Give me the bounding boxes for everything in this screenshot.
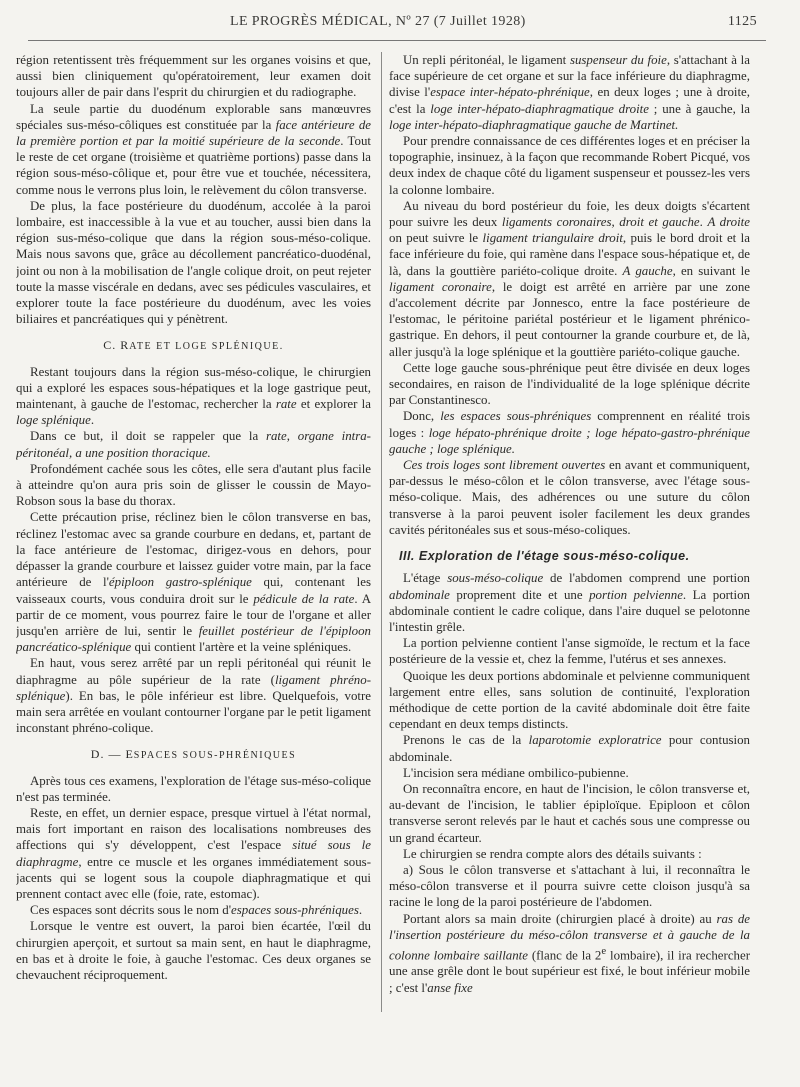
paragraph: De plus, la face postérieure du duodénum, accolée à la paroi lombaire, est inaccessible à la vue et au toucher, aussi bien dans la région sus-méso-colique que dans la région sous-méso-colique. Mais nous savons que, grâce au décollement pancréatico-duodénal, joint ou non à la mobilisation de l'angle colique droit, on peut rejeter toute la masse viscérale en dedans, avec ses pédicules vasculaires, et explorer toute la face postérieure du duodénum, avec les voies biliaires et pancréatiques qui y pénètrent.: [16, 198, 371, 327]
paragraph: L'incision sera médiane ombilico-pubienne.: [403, 765, 629, 780]
paragraph: Profondément cachée sous les côtes, elle sera d'autant plus facile à atteindre qu'on aura pris soin de glisser le coussin de Mayo-Robson sous la base du thorax.: [16, 461, 371, 509]
paragraph: Reste, en effet, un dernier espace, presque virtuel à l'état normal, mais fort important en raison des localisations nombreuses des affections qui s'y développent, c'est l'espace situé sous le diaphragme, entre ce muscle et les organes immédiatement sous-jacents qui se logent sous la coupole diaphragmatique et qui prennent contact avec elle (foie, rate, estomac).: [16, 805, 371, 901]
column-divider: [381, 52, 382, 1012]
journal-title: LE PROGRÈS MÉDICAL, Nº 27 (7 Juillet 1928): [230, 14, 526, 29]
paragraph: Prenons le cas de la laparotomie exploratrice pour contusion abdominale.: [389, 733, 750, 764]
section-heading-iii: III. Exploration de l'étage sous-méso-colique.: [399, 549, 690, 564]
paragraph: La portion pelvienne contient l'anse sigmoïde, le rectum et la face postérieure de la vessie et, chez la femme, l'utérus et ses annexes.: [389, 636, 750, 667]
running-header: [0, 10, 800, 32]
paragraph: Ces espaces sont décrits sous le nom d'espaces sous-phréniques.: [30, 903, 363, 918]
paragraph: Donc, les espaces sous-phréniques comprennent en réalité trois loges : loge hépato-phrénique droite ; loge hépato-gastro-phrénique gauche ; loge splénique.: [389, 409, 750, 456]
paragraph: On reconnaîtra encore, en haut de l'incision, le côlon transverse et, au-devant de l'incision, le tablier épiploïque. Epiploon et côlon transverse seront relevés par le haut et cachés sous une compresse ou un grand écarteur.: [389, 781, 750, 845]
paragraph: Lorsque le ventre est ouvert, la paroi bien écartée, l'œil du chirurgien aperçoit, et surtout sa main sent, en haut le diaphragme, en bas et à droite le foie, à gauche l'estomac. Ces deux organes se chevauchent réciproquement.: [16, 919, 371, 982]
paragraph: Pour prendre connaissance de ces différentes loges et en préciser la topographie, insinuez, à la façon que recommande Robert Picqué, vos deux index de chaque côté du ligament suspenseur et poussez-les vers la colonne lombaire.: [389, 134, 750, 197]
paragraph: La seule partie du duodénum explorable sans manœuvres spéciales sus-méso-côliques est constituée par la face antérieure de la première portion et par la moitié supérieure de la seconde. Tout le reste de cet organe (troisième et quatrième portions) passe dans la région sous-méso-côlique et, pour être vue et touchée, nécessitera, comme nous le verrons plus loin, le relèvement du côlon transverse.: [16, 101, 371, 197]
section-heading-c: C. RATE ET LOGE SPLÉNIQUE.: [103, 338, 284, 353]
section-heading-d: D. — ESPACES SOUS-PHRÉNIQUES: [90, 747, 297, 762]
paragraph: Cette précaution prise, réclinez bien le côlon transverse en bas, réclinez l'estomac avec sa grande courbure en dedans, et, partant de la face antérieure de l'estomac, dirigez-vous en dehors, pour dépasser la grande courbure et laissez guider votre main, par la face antérieure de l'épiploon gastro-splénique qui, contenant les vaisseaux courts, vous conduira droit sur le pédicule de la rate. A partir de ce moment, vous pourrez faire le tour de l'organe et aller jusqu'en arrière de lui, sentir le feuillet postérieur de l'épiploon pancréatico-splénique qui contient l'artère et la veine spléniques.: [16, 510, 371, 655]
paragraph: En haut, vous serez arrêté par un repli péritonéal qui réunit le diaphragme au pôle supérieur de la rate (ligament phréno-splénique). En bas, le pôle inférieur est libre. Quelquefois, votre main sera arrêtée en voulant contourner l'organe par le petit ligament inconstant phréno-colique.: [16, 656, 371, 736]
left-column: [16, 52, 371, 1077]
paragraph: Restant toujours dans la région sus-méso-colique, le chirurgien qui a exploré les espaces sous-hépatiques et la loge gastrique peut, maintenant, à gauche de l'estomac, rechercher la rate et explorer la loge splénique.: [16, 364, 371, 428]
paragraph: région retentissent très fréquemment sur les organes voisins et que, aussi bien cliniquement qu'opératoirement, leur examen doit toujours aller de pair dans l'esprit du chirurgien et du radiographe.: [16, 53, 371, 100]
paragraph: L'étage sous-méso-colique de l'abdomen comprend une portion abdominale proprement dite et une portion pelvienne. La portion abdominale contient le cadre colique, dans l'aire duquel se pelotonne l'intestin grêle.: [389, 571, 750, 634]
right-column: [389, 52, 750, 1077]
paragraph: Au niveau du bord postérieur du foie, les deux doigts s'écartent pour suivre les deux ligaments coronaires, droit et gauche. A droite on peut suivre le ligament triangulaire droit, puis le bord droit et la face inférieure du foie, qui ramène dans l'espace sous-hépatique et, de là, dans la gouttière pariéto-colique droite. A gauche, en suivant le ligament coronaire, le doigt est arrêté en arrière par une zone d'accolement décrite par Jonnesco, entre la face postérieure de l'estomac, le péritoine pariétal postérieur et le ligament phrénico-gastrique. En dehors, il peut contourner la grande courbure et, de là, aller jusqu'à la loge splénique et la gouttière pariéto-colique gauche.: [389, 198, 750, 359]
paragraph: Après tous ces examens, l'exploration de l'étage sus-méso-colique n'est pas terminée.: [16, 773, 371, 804]
paragraph: Le chirurgien se rendra compte alors des détails suivants :: [403, 846, 702, 861]
paragraph: Un repli péritonéal, le ligament suspenseur du foie, s'attachant à la face supérieure de cet organe et sur la face inférieure du diaphragme, divise l'espace inter-hépato-phrénique, en deux loges ; une à droite, c'est la loge inter-hépato-diaphragmatique droite ; une à gauche, la loge inter-hépato-diaphragmatique gauche de Martinet.: [389, 53, 750, 132]
paragraph: Portant alors sa main droite (chirurgien placé à droite) au ras de l'insertion postérieure du méso-côlon transverse et à gauche de la colonne lombaire saillante (flanc de la 2e lombaire), il ira rechercher une anse grêle dont le bout supérieur est fixé, le bout inférieur mobile ; c'est l'anse fixe: [389, 911, 750, 995]
header-rule: [28, 40, 766, 41]
paragraph: Quoique les deux portions abdominale et pelvienne communiquent largement entre elles, sans solution de continuité, l'exploration méthodique de cette portion de la cavité abdominale doit être faite cependant en deux temps distincts.: [389, 668, 750, 732]
paragraph: Cette loge gauche sous-phrénique peut être divisée en deux loges secondaires, en raison de l'individualité de la loge splénique décrite par Constantinesco.: [389, 360, 750, 408]
paragraph: Ces trois loges sont librement ouvertes en avant et communiquent, par-dessus le méso-côlon et le côlon transverse, avec l'étage sous-méso-colique. Mais, des adhérences ou une suture du côlon transverse à la paroi peuvent isoler facilement les deux grandes cavités péritonéales sus et sous-méso-coliques.: [389, 458, 750, 537]
page-number: 1125: [727, 14, 757, 29]
paragraph: a) Sous le côlon transverse et s'attachant à lui, il reconnaîtra le méso-côlon transverse et il pourra suivre cette cloison jusqu'à sa racine le long de la paroi postérieure de l'abdomen.: [389, 862, 750, 910]
paragraph: Dans ce but, il doit se rappeler que la rate, organe intra-péritonéal, a une position thoracique.: [16, 429, 371, 460]
